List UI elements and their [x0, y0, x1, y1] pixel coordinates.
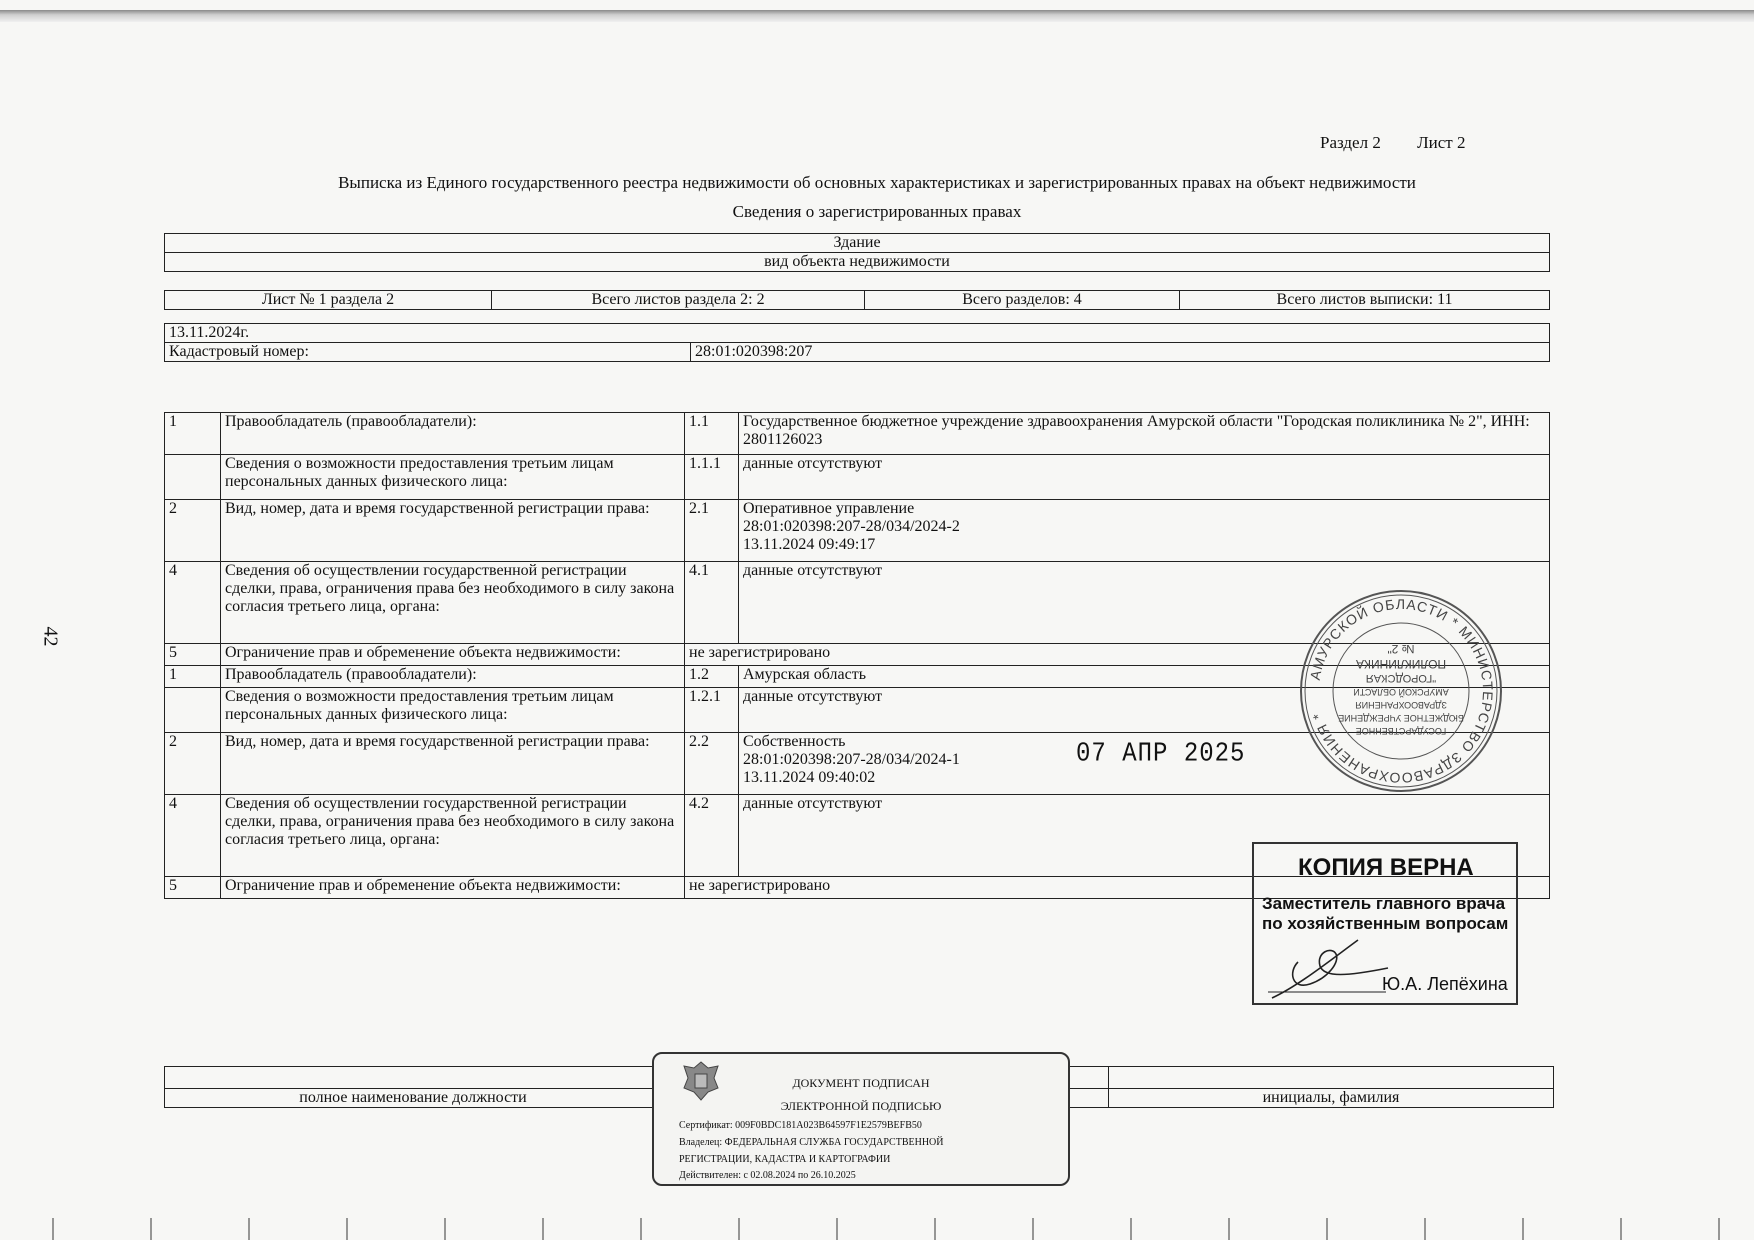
row-number: 5	[165, 644, 221, 666]
row-code: 2.1	[685, 500, 739, 562]
position-caption: полное наименование должности	[165, 1089, 662, 1108]
cadastral-number: 28:01:020398:207	[691, 343, 1550, 362]
registration-number: 28:01:020398:207-28/034/2024-2	[743, 518, 960, 535]
copy-certified-stamp	[1252, 842, 1518, 1005]
table-row	[165, 500, 1550, 562]
row-number: 4	[165, 795, 221, 877]
document-subtitle: Сведения о зарегистрированных правах	[732, 202, 1022, 221]
registration-datetime: 13.11.2024 09:40:02	[743, 769, 876, 786]
seal-line: ЗДРАВООХРАНЕНИЯ	[1355, 700, 1447, 710]
row-value: данные отсутствуют	[739, 795, 1550, 877]
initials-cell	[1109, 1067, 1554, 1089]
table-row	[165, 413, 1550, 455]
row-value: данные отсутствуют	[739, 562, 1550, 644]
seal-ring-text: АМУРСКОЙ ОБЛАСТИ * МИНИСТЕРСТВО ЗДРАВООХРАНЕНИЯ *	[1306, 595, 1497, 787]
esig-line1: ДОКУМЕНТ ПОДПИСАН	[792, 1076, 930, 1090]
row-value: Амурская область	[739, 666, 1550, 688]
esig-line2: ЭЛЕКТРОННОЙ ПОДПИСЬЮ	[780, 1099, 942, 1113]
esig-owner-line1: Владелец: ФЕДЕРАЛЬНАЯ СЛУЖБА ГОСУДАРСТВЕННОЙ	[679, 1137, 944, 1148]
registration-datetime: 13.11.2024 09:49:17	[743, 536, 876, 553]
scan-edge-bottom	[0, 1218, 1754, 1240]
signer-name: Ю.А. Лепёхина	[1382, 974, 1508, 994]
row-label: Сведения о возможности предоставления третьим лицам персональных данных физического лица:	[221, 688, 685, 733]
row-value: данные отсутствуют	[739, 455, 1550, 500]
electronic-signature-box	[652, 1052, 1070, 1186]
sheet-header	[1320, 133, 1465, 153]
table-row	[165, 455, 1550, 500]
row-number: 2	[165, 500, 221, 562]
position-cell	[165, 1067, 662, 1089]
signer-position-line2: по хозяйственным вопросам	[1262, 914, 1509, 933]
object-caption: вид объекта недвижимости	[165, 253, 1550, 272]
esig-certificate: Сертификат: 009F0BDC181A023B64597F1E2579BEFB50	[679, 1120, 922, 1131]
object-type-table	[164, 233, 1550, 272]
row-number: 1	[165, 413, 221, 455]
seal-line: БЮДЖЕТНОЕ УЧРЕЖДЕНИЕ	[1338, 713, 1464, 723]
total-sheets: Всего листов выписки: 11	[1180, 291, 1550, 310]
row-code: 1.2	[685, 666, 739, 688]
copy-stamp-title: КОПИЯ ВЕРНА	[1298, 854, 1474, 881]
row-label: Вид, номер, дата и время государственной регистрации права:	[221, 500, 685, 562]
row-code: 2.2	[685, 733, 739, 795]
row-number	[165, 455, 221, 500]
row-number: 4	[165, 562, 221, 644]
row-label: Ограничение прав и обременение объекта недвижимости:	[221, 644, 685, 666]
row-value: данные отсутствуют	[739, 688, 1550, 733]
row-value: не зарегистрировано	[685, 644, 1550, 666]
extract-date: 13.11.2024г.	[165, 324, 1550, 343]
sheet-label: Лист 2	[1417, 133, 1466, 152]
signer-position-line1: Заместитель главного врача	[1262, 894, 1506, 913]
row-code: 1.1	[685, 413, 739, 455]
cadastral-table	[164, 323, 1550, 362]
scan-edge-top	[0, 10, 1754, 22]
row-label: Сведения об осуществлении государственной регистрации сделки, права, ограничения права без необходимого в силу закона согласия третьего лица, органа:	[221, 795, 685, 877]
row-code: 4.2	[685, 795, 739, 877]
row-code: 1.2.1	[685, 688, 739, 733]
row-number: 2	[165, 733, 221, 795]
row-label: Правообладатель (правообладатели):	[221, 413, 685, 455]
row-label: Вид, номер, дата и время государственной регистрации права:	[221, 733, 685, 795]
initials-caption: инициалы, фамилия	[1109, 1089, 1554, 1108]
registration-number: 28:01:020398:207-28/034/2024-1	[743, 751, 960, 768]
section-label: Раздел 2	[1320, 133, 1381, 152]
cadastral-label: Кадастровый номер:	[165, 343, 691, 362]
sheet-info-table	[164, 290, 1550, 310]
row-number: 1	[165, 666, 221, 688]
seal-line: № 2"	[1387, 642, 1415, 656]
row-code: 1.1.1	[685, 455, 739, 500]
row-value: не зарегистрировано	[685, 877, 1550, 899]
seal-line: "ГОРОДСКАЯ	[1365, 672, 1437, 684]
object-name: Здание	[165, 234, 1550, 253]
side-page-number: 42	[39, 626, 62, 647]
seal-line: ГОСУДАРСТВЕННОЕ	[1355, 726, 1447, 736]
row-number: 5	[165, 877, 221, 899]
esig-validity: Действителен: с 02.08.2024 по 26.10.2025	[679, 1170, 856, 1181]
row-label: Правообладатель (правообладатели):	[221, 666, 685, 688]
organization-seal	[1298, 588, 1504, 794]
sheet-number: Лист № 1 раздела 2	[165, 291, 492, 310]
received-date-stamp: 07 АПР 2025	[1076, 739, 1246, 770]
seal-line: ПОЛИКЛИНИКА	[1355, 657, 1447, 671]
right-type: Собственность	[743, 733, 846, 750]
total-sections: Всего разделов: 4	[865, 291, 1180, 310]
document-title: Выписка из Единого государственного реестра недвижимости об основных характеристиках и зарегистрированных правах на объект недвижимости	[338, 173, 1416, 192]
row-label: Сведения об осуществлении государственной регистрации сделки, права, ограничения права без необходимого в силу закона согласия третьего лица, органа:	[221, 562, 685, 644]
row-value	[739, 500, 1550, 562]
esig-owner-line2: РЕГИСТРАЦИИ, КАДАСТРА И КАРТОГРАФИИ	[679, 1154, 891, 1165]
row-number	[165, 688, 221, 733]
right-type: Оперативное управление	[743, 500, 915, 517]
row-label: Ограничение прав и обременение объекта недвижимости:	[221, 877, 685, 899]
row-label: Сведения о возможности предоставления третьим лицам персональных данных физического лица:	[221, 455, 685, 500]
row-value: Государственное бюджетное учреждение здравоохранения Амурской области "Городская поликлиника № 2", ИНН: 2801126023	[739, 413, 1550, 455]
row-code: 4.1	[685, 562, 739, 644]
seal-line: АМУРСКОЙ ОБЛАСТИ	[1353, 687, 1449, 697]
total-section-sheets: Всего листов раздела 2: 2	[492, 291, 865, 310]
